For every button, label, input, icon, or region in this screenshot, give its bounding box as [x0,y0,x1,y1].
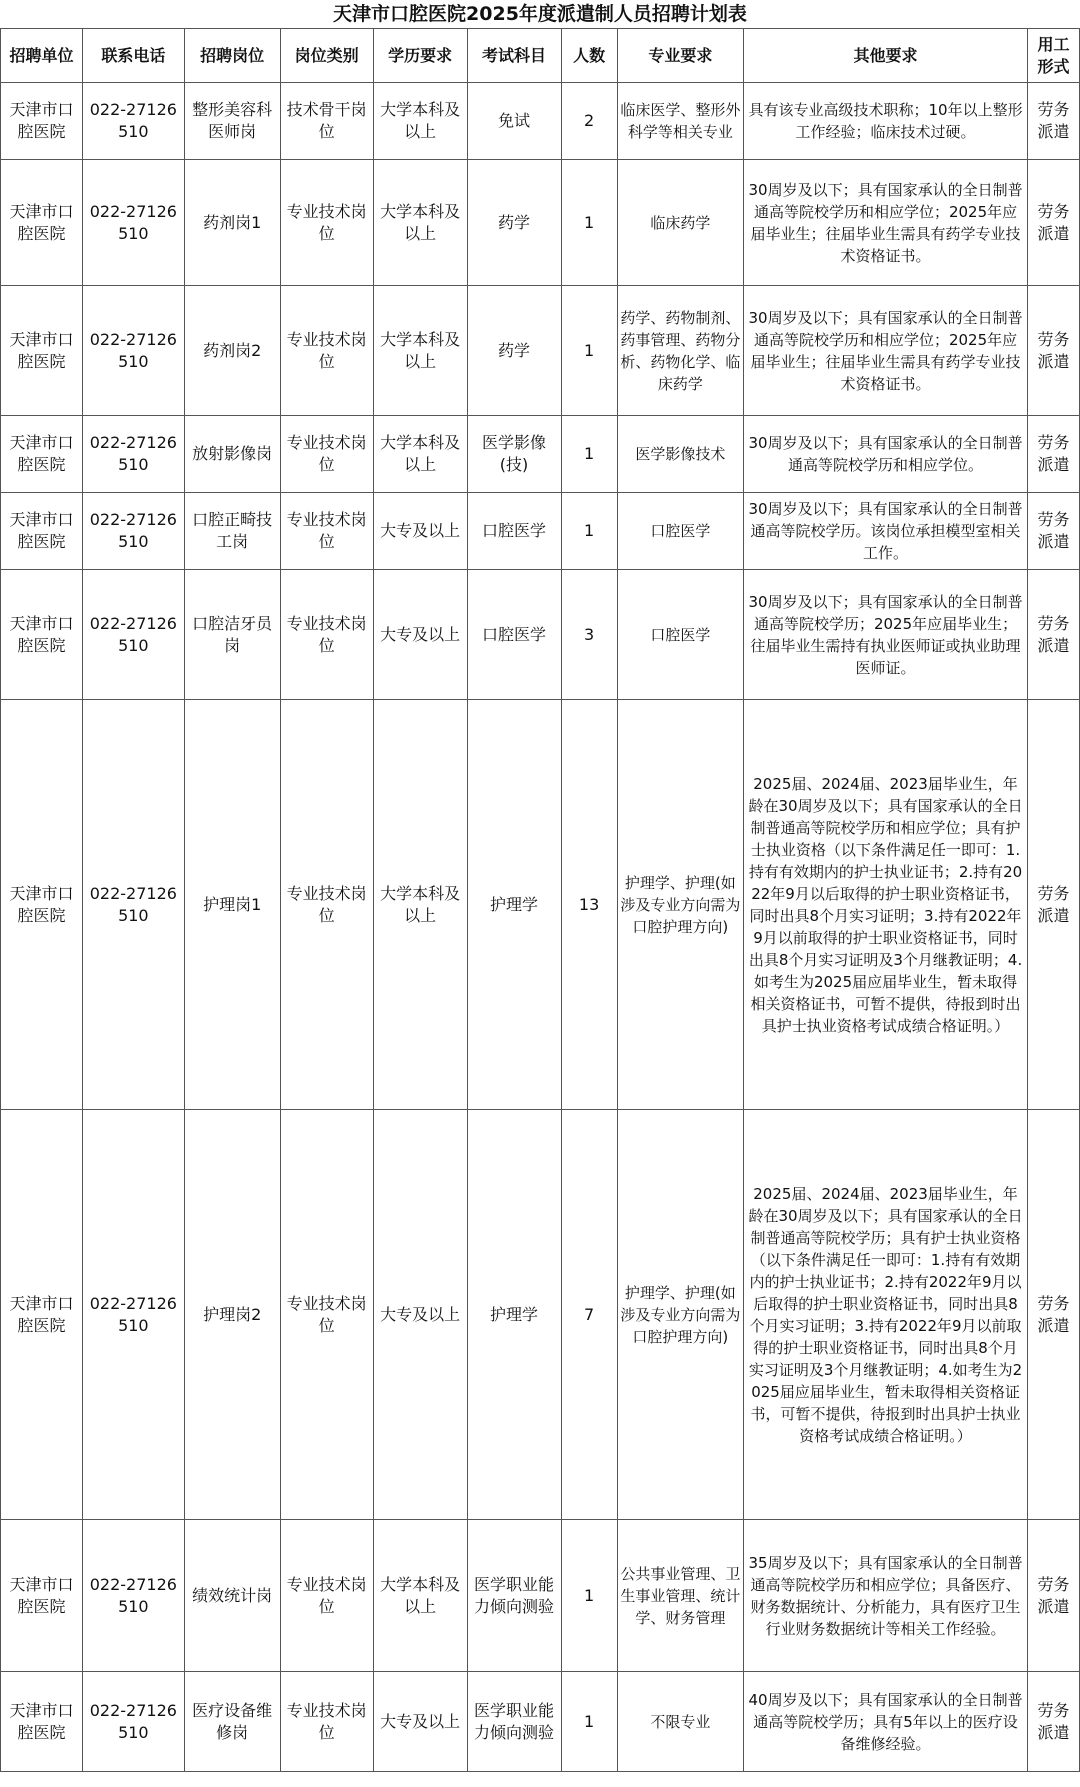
table-row [1,83,1080,160]
category-cell: 专业技术岗位 [280,1672,373,1772]
exam-cell: 药学 [467,160,561,286]
other-requirements-cell: 30周岁及以下；具有国家承认的全日制普通高等院校学历；2025年应届毕业生；往届毕业生需持有执业医师证或执业助理医师证。 [744,570,1028,700]
major-cell: 临床药学 [617,160,743,286]
category-cell: 专业技术岗位 [280,700,373,1110]
employ-cell: 劳务派遣 [1028,1672,1080,1772]
unit-cell: 天津市口腔医院 [1,286,83,416]
header-edu: 学历要求 [373,29,467,83]
edu-cell: 大学本科及以上 [373,83,467,160]
count-cell: 1 [561,1520,617,1672]
table-row [1,160,1080,286]
phone-cell: 022-27126510 [83,1110,185,1520]
table-row [1,1672,1080,1772]
unit-cell: 天津市口腔医院 [1,570,83,700]
exam-cell: 护理学 [467,1110,561,1520]
table-row [1,493,1080,570]
header-count: 人数 [561,29,617,83]
edu-cell: 大学本科及以上 [373,286,467,416]
other-requirements-cell: 30周岁及以下；具有国家承认的全日制普通高等院校学历和相应学位。 [744,416,1028,493]
phone-cell: 022-27126510 [83,1520,185,1672]
table-row [1,700,1080,1110]
unit-cell: 天津市口腔医院 [1,416,83,493]
post-cell: 口腔正畸技工岗 [184,493,280,570]
phone-cell: 022-27126510 [83,570,185,700]
edu-cell: 大专及以上 [373,493,467,570]
table-row [1,1110,1080,1520]
header-employ: 用工形式 [1028,29,1080,83]
other-requirements-cell: 30周岁及以下；具有国家承认的全日制普通高等院校学历。该岗位承担模型室相关工作。 [744,493,1028,570]
other-requirements-cell: 2025届、2024届、2023届毕业生，年龄在30周岁及以下；具有国家承认的全日制普通高等院校学历；具有护士执业资格（以下条件满足任一即可：1.持有有效期内的护士执业证书；2.持有2022年9月以后取得的护士职业资格证书，同时出具8个月实习证明；3.持有2022年9月以前取得的护士职业资格证书，同时出具8个月实习证明及3个月继教证明；4.如考生为2025届应届毕业生，暂未取得相关资格证书，可暂不提供，待报到时出具护士执业资格考试成绩合格证明。） [744,1110,1028,1520]
table-row [1,286,1080,416]
edu-cell: 大专及以上 [373,1110,467,1520]
major-cell: 口腔医学 [617,570,743,700]
edu-cell: 大学本科及以上 [373,416,467,493]
count-cell: 2 [561,83,617,160]
count-cell: 1 [561,286,617,416]
post-cell: 放射影像岗 [184,416,280,493]
employ-cell: 劳务派遣 [1028,493,1080,570]
post-cell: 药剂岗2 [184,286,280,416]
phone-cell: 022-27126510 [83,493,185,570]
other-requirements-cell: 具有该专业高级技术职称；10年以上整形工作经验；临床技术过硬。 [744,83,1028,160]
post-cell: 护理岗2 [184,1110,280,1520]
exam-cell: 免试 [467,83,561,160]
unit-cell: 天津市口腔医院 [1,160,83,286]
category-cell: 专业技术岗位 [280,160,373,286]
employ-cell: 劳务派遣 [1028,160,1080,286]
header-unit: 招聘单位 [1,29,83,83]
post-cell: 绩效统计岗 [184,1520,280,1672]
exam-cell: 护理学 [467,700,561,1110]
exam-cell: 医学职业能力倾向测验 [467,1672,561,1772]
unit-cell: 天津市口腔医院 [1,1110,83,1520]
major-cell: 药学、药物制剂、药事管理、药物分析、药物化学、临床药学 [617,286,743,416]
major-cell: 临床医学、整形外科学等相关专业 [617,83,743,160]
unit-cell: 天津市口腔医院 [1,83,83,160]
other-requirements-cell: 35周岁及以下；具有国家承认的全日制普通高等院校学历和相应学位；具备医疗、财务数据统计、分析能力，具有医疗卫生行业财务数据统计等相关工作经验。 [744,1520,1028,1672]
count-cell: 1 [561,160,617,286]
major-cell: 口腔医学 [617,493,743,570]
count-cell: 1 [561,493,617,570]
recruitment-table [0,28,1080,1772]
exam-cell: 医学职业能力倾向测验 [467,1520,561,1672]
other-requirements-cell: 30周岁及以下；具有国家承认的全日制普通高等院校学历和相应学位；2025年应届毕业生；往届毕业生需具有药学专业技术资格证书。 [744,160,1028,286]
edu-cell: 大专及以上 [373,1672,467,1772]
employ-cell: 劳务派遣 [1028,570,1080,700]
unit-cell: 天津市口腔医院 [1,1672,83,1772]
unit-cell: 天津市口腔医院 [1,1520,83,1672]
phone-cell: 022-27126510 [83,286,185,416]
header-major: 专业要求 [617,29,743,83]
header-exam: 考试科目 [467,29,561,83]
edu-cell: 大学本科及以上 [373,1520,467,1672]
exam-cell: 医学影像(技) [467,416,561,493]
major-cell: 不限专业 [617,1672,743,1772]
unit-cell: 天津市口腔医院 [1,493,83,570]
exam-cell: 药学 [467,286,561,416]
major-cell: 护理学、护理(如涉及专业方向需为口腔护理方向) [617,1110,743,1520]
employ-cell: 劳务派遣 [1028,416,1080,493]
other-requirements-cell: 40周岁及以下；具有国家承认的全日制普通高等院校学历；具有5年以上的医疗设备维修经验。 [744,1672,1028,1772]
employ-cell: 劳务派遣 [1028,286,1080,416]
employ-cell: 劳务派遣 [1028,1110,1080,1520]
unit-cell: 天津市口腔医院 [1,700,83,1110]
category-cell: 技术骨干岗位 [280,83,373,160]
post-cell: 口腔洁牙员岗 [184,570,280,700]
category-cell: 专业技术岗位 [280,493,373,570]
exam-cell: 口腔医学 [467,493,561,570]
post-cell: 医疗设备维修岗 [184,1672,280,1772]
header-row [1,29,1080,83]
major-cell: 医学影像技术 [617,416,743,493]
phone-cell: 022-27126510 [83,416,185,493]
table-row [1,416,1080,493]
document-title: 天津市口腔医院2025年度派遣制人员招聘计划表 [333,3,747,25]
category-cell: 专业技术岗位 [280,1110,373,1520]
phone-cell: 022-27126510 [83,160,185,286]
employ-cell: 劳务派遣 [1028,700,1080,1110]
phone-cell: 022-27126510 [83,83,185,160]
header-category: 岗位类别 [280,29,373,83]
employ-cell: 劳务派遣 [1028,83,1080,160]
table-row [1,570,1080,700]
header-other: 其他要求 [744,29,1028,83]
edu-cell: 大学本科及以上 [373,700,467,1110]
post-cell: 药剂岗1 [184,160,280,286]
category-cell: 专业技术岗位 [280,1520,373,1672]
other-requirements-cell: 2025届、2024届、2023届毕业生，年龄在30周岁及以下；具有国家承认的全日制普通高等院校学历和相应学位；具有护士执业资格（以下条件满足任一即可：1.持有有效期内的护士执业证书；2.持有2022年9月以后取得的护士职业资格证书，同时出具8个月实习证明；3.持有2022年9月以前取得的护士职业资格证书，同时出具8个月实习证明及3个月继教证明；4.如考生为2025届应届毕业生，暂未取得相关资格证书，可暂不提供，待报到时出具护士执业资格考试成绩合格证明。） [744,700,1028,1110]
other-requirements-cell: 30周岁及以下；具有国家承认的全日制普通高等院校学历和相应学位；2025年应届毕业生；往届毕业生需具有药学专业技术资格证书。 [744,286,1028,416]
category-cell: 专业技术岗位 [280,416,373,493]
major-cell: 护理学、护理(如涉及专业方向需为口腔护理方向) [617,700,743,1110]
edu-cell: 大专及以上 [373,570,467,700]
table-row [1,1520,1080,1672]
post-cell: 整形美容科医师岗 [184,83,280,160]
count-cell: 13 [561,700,617,1110]
category-cell: 专业技术岗位 [280,570,373,700]
edu-cell: 大学本科及以上 [373,160,467,286]
count-cell: 7 [561,1110,617,1520]
major-cell: 公共事业管理、卫生事业管理、统计学、财务管理 [617,1520,743,1672]
count-cell: 3 [561,570,617,700]
phone-cell: 022-27126510 [83,700,185,1110]
category-cell: 专业技术岗位 [280,286,373,416]
post-cell: 护理岗1 [184,700,280,1110]
count-cell: 1 [561,1672,617,1772]
phone-cell: 022-27126510 [83,1672,185,1772]
count-cell: 1 [561,416,617,493]
exam-cell: 口腔医学 [467,570,561,700]
header-post: 招聘岗位 [184,29,280,83]
employ-cell: 劳务派遣 [1028,1520,1080,1672]
header-phone: 联系电话 [83,29,185,83]
